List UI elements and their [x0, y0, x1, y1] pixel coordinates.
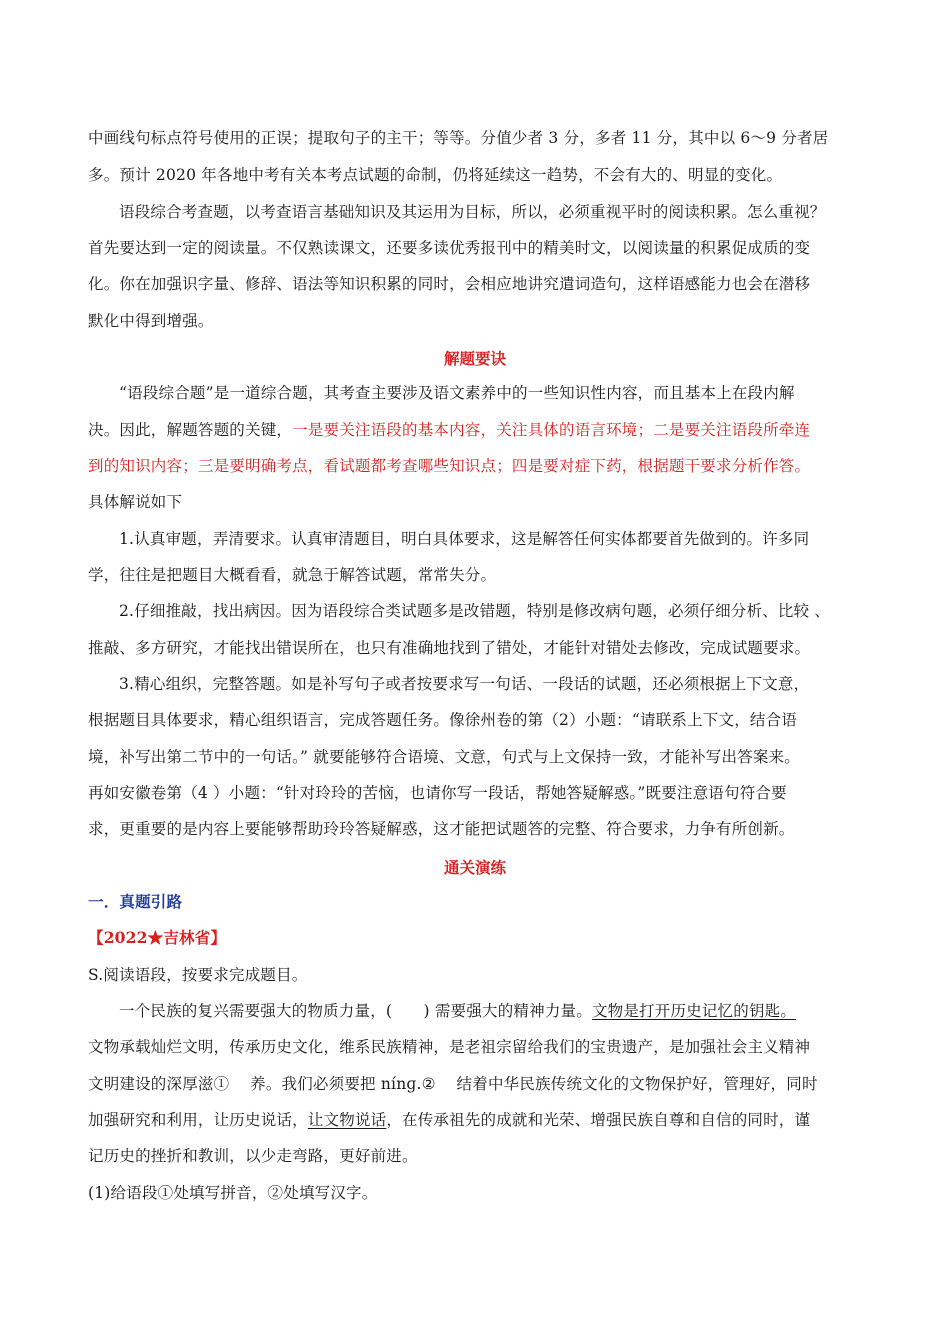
item3-line1: 3.精心组织，完整答题。如是补写句子或者按要求写一句话、一段话的试题，还必须根据上下文意， [119, 675, 810, 693]
para2-line4: 默化中得到增强。 [88, 312, 214, 330]
heading-practice: 通关演练 [443, 858, 506, 877]
passage-line4 [88, 1110, 878, 1130]
item3-line3: 境，补写出第二节中的一句话。” 就要能够符合语境、文意，句式与上文保持一致，才能补写出答案来。 [88, 748, 801, 766]
item2-line2: 推敲、多方研究，才能找出错误所在，也只有准确地找到了错处，才能针对错处去修改，完成试题要求。 [88, 639, 811, 657]
item1-line2: 学，往往是把题目大概看看，就急于解答试题，常常失分。 [88, 566, 497, 584]
passage-line1-text: 一个民族的复兴需要强大的物质力量，( ) 需要强大的精神力量。 [119, 1002, 592, 1020]
passage-line2: 文物承载灿烂文明，传承历史文化，维系民族精神，是老祖宗留给我们的宝贵遗产，是加强社会主义精神 [88, 1038, 811, 1056]
item1-line1: 1.认真审题，弄清要求。认真审清题目，明白具体要求，这是解答任何实体都要首先做到的。许多同 [119, 530, 810, 548]
underlined-phrase: 让文物说话 [307, 1111, 387, 1129]
passage-line5: 记历史的挫折和教训，以少走弯路，更好前进。 [88, 1147, 418, 1165]
passage-line4-text-c: ，在传承祖先的成就和光荣、增强民族自尊和自信的同时，谨 [386, 1111, 811, 1129]
passage-line1 [119, 1001, 879, 1021]
para3-line2 [88, 420, 878, 440]
item3-line4: 再如安徽卷第（4 ）小题：“针对玲玲的苦恼，也请你写一段话，帮她答疑解惑。”既要注意语句符合要 [88, 784, 787, 802]
para3-line1: “语段综合题”是一道综合题，其考查主要涉及语文素养中的一些知识性内容，而且基本上在段内解 [119, 384, 795, 402]
para2-line1: 语段综合考查题，以考查语言基础知识及其运用为目标，所以，必须重视平时的阅读积累。怎么重视？ [119, 203, 826, 221]
heading-solving-tips: 解题要诀 [443, 349, 506, 368]
source-tag: 【2022★吉林省】 [88, 928, 227, 947]
section-title-real-questions: 一．真题引路 [88, 892, 183, 911]
sub-question-1: (1)给语段①处填写拼音，②处填写汉字。 [88, 1184, 378, 1202]
para3-line2-highlight: 一是要关注语段的基本内容，关注具体的语言环境；二是要关注语段所牵连 [292, 421, 811, 439]
para3-line4: 具体解说如下 [88, 493, 183, 511]
underlined-sentence: 文物是打开历史记忆的钥匙。 [591, 1002, 797, 1020]
item2-line1: 2.仔细推敲，找出病因。因为语段综合类试题多是改错题，特别是修改病句题，必须仔细分析、比较 、 [119, 602, 831, 620]
item3-line2: 根据题目具体要求，精心组织语言，完成答题任务。像徐州卷的第（2）小题：“请联系上下文，结合语 [88, 711, 797, 729]
item3-line5: 求，更重要的是内容上要能够帮助玲玲答疑解惑，这才能把试题答的完整、符合要求，力争有所创新。 [88, 820, 795, 838]
para3-line3-highlight: 到的知识内容；三是要明确考点，看试题都考查哪些知识点；四是要对症下药，根据题干要求分析作答。 [88, 457, 811, 475]
question-stem: S.阅读语段，按要求完成题目。 [88, 966, 308, 984]
para2-line2: 首先要达到一定的阅读量。不仅熟读课文，还要多读优秀报刊中的精美时文，以阅读量的积累促成质的变 [88, 239, 811, 257]
para1-line1: 中画线句标点符号使用的正误；提取句子的主干；等等。分值少者 3 分，多者 11 分，其中以 6～9 分者居 [88, 129, 829, 147]
passage-line3: 文明建设的深厚滋① 养。我们必须要把 nínɡ.② 结着中华民族传统文化的文物保护好，管理好，同时 [88, 1075, 818, 1093]
para1-line2: 多。预计 2020 年各地中考有关本考点试题的命制，仍将延续这一趋势，不会有大的、明显的变化。 [88, 166, 783, 184]
passage-line4-text-a: 加强研究和利用，让历史说话， [88, 1111, 308, 1129]
para3-line2-normal: 决。因此，解题答题的关键， [88, 421, 293, 439]
para2-line3: 化。你在加强识字量、修辞、语法等知识积累的同时，会相应地讲究遣词造句，这样语感能力也会在潜移 [88, 275, 811, 293]
